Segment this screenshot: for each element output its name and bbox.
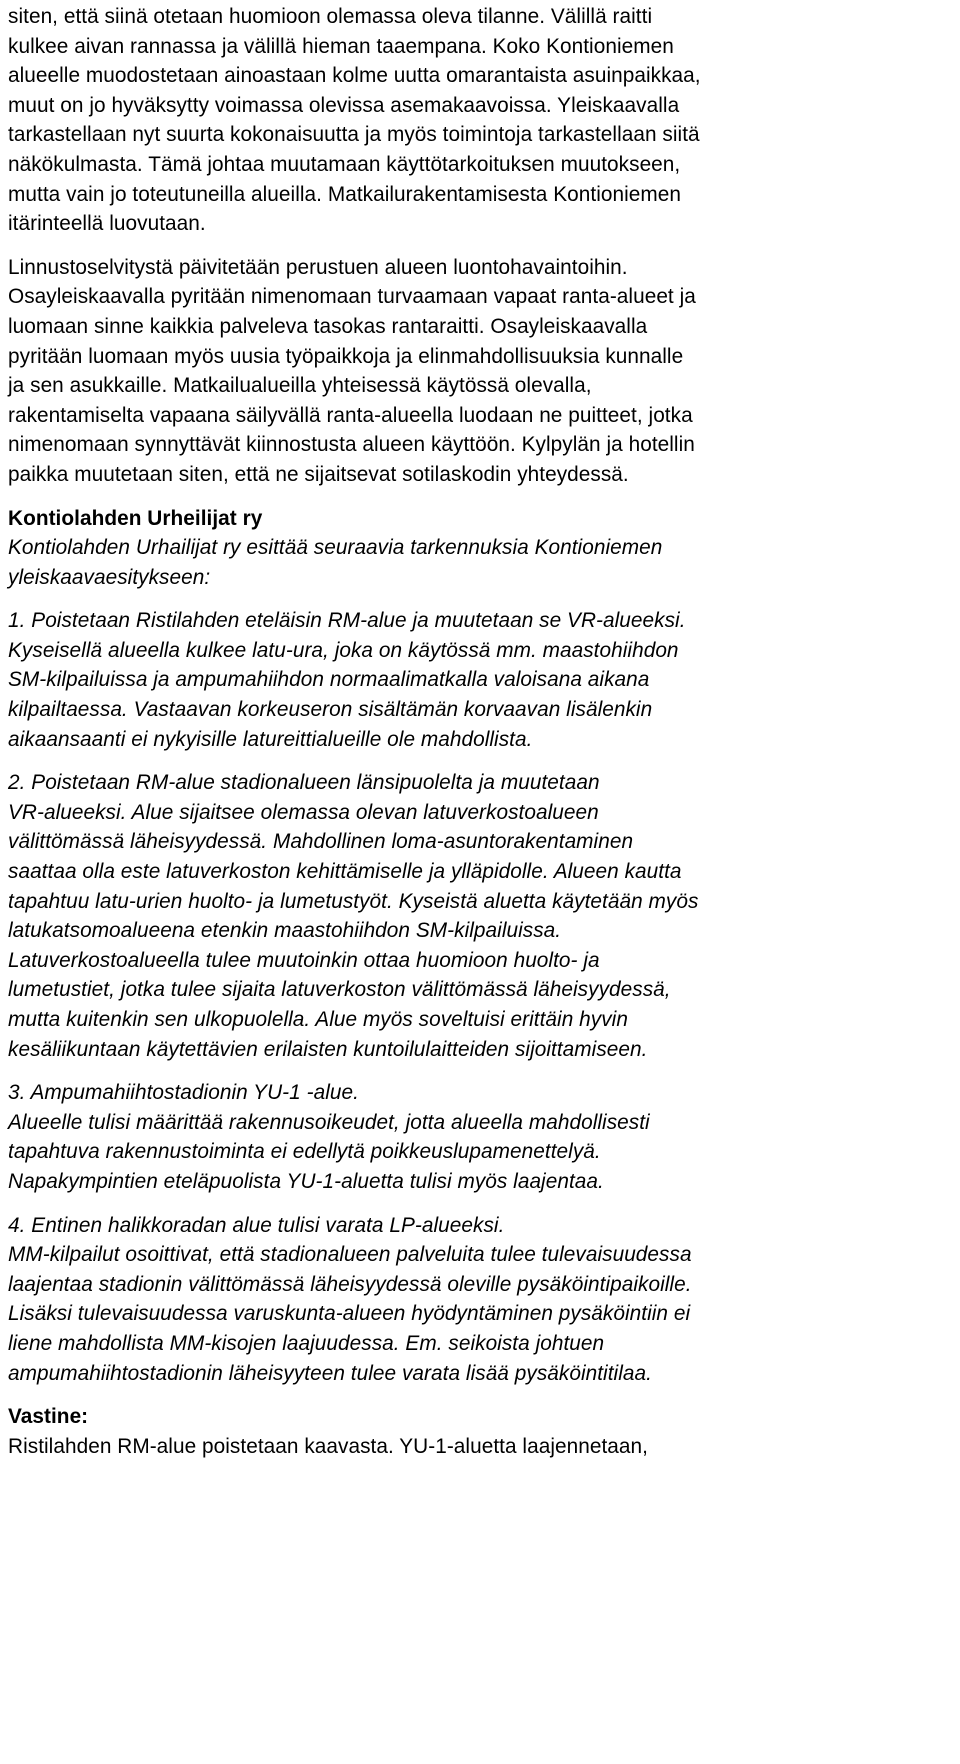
document-page: [8, 2, 952, 1475]
text-line: ja sen asukkaille. Matkailualueilla yhteisessä käytössä olevalla,: [8, 374, 592, 398]
text-line: latukatsomoalueena etenkin maastohiihdon SM-kilpailuissa.: [8, 919, 562, 943]
text-line: saattaa olla este latuverkoston kehittämiselle ja ylläpidolle. Alueen kautta: [8, 860, 682, 884]
intro-paragraph-2: [8, 253, 952, 490]
text-line: paikka muutetaan siten, että ne sijaitsevat sotilaskodin yhteydessä.: [8, 462, 629, 486]
text-line: nimenomaan synnyttävät kiinnostusta alueen käyttöön. Kylpylän ja hotellin: [8, 433, 695, 457]
response-block: [8, 1402, 952, 1461]
text-line: 3. Ampumahiihtostadionin YU-1 -alue.: [8, 1081, 359, 1105]
text-line: VR-alueeksi. Alue sijaitsee olemassa olevan latuverkostoalueen: [8, 800, 599, 824]
text-line: mutta kuitenkin sen ulkopuolella. Alue myös soveltuisi erittäin hyvin: [8, 1008, 628, 1031]
proposal-item-1: [8, 606, 952, 754]
text-line: Osayleiskaavalla pyritään nimenomaan turvaamaan vapaat ranta-alueet ja: [8, 285, 696, 309]
text-line: tarkastellaan nyt suurta kokonaisuutta ja myös toimintoja tarkastellaan siitä: [8, 123, 700, 147]
text-line: kilpailtaessa. Vastaavan korkeuseron sisältämän korvaavan lisälenkin: [8, 698, 653, 722]
section-kontiolahden-urheilijat: [8, 504, 952, 593]
text-line: alueelle muodostetaan ainoastaan kolme uutta omarantaista asuinpaikkaa,: [8, 64, 701, 88]
section-intro-line: Kontiolahden Urhailijat ry esittää seuraavia tarkennuksia Kontioniemen: [8, 536, 663, 560]
text-line: kulkee aivan rannassa ja välillä hieman taaempana. Koko Kontioniemen: [8, 34, 674, 58]
proposal-item-3: [8, 1078, 952, 1196]
text-line: siten, että siinä otetaan huomioon olemassa oleva tilanne. Välillä raitti: [8, 5, 653, 28]
text-line: rakentamiselta vapaana säilyvällä ranta-alueella luodaan ne puitteet, jotka: [8, 403, 693, 427]
text-line: välittömässä läheisyydessä. Mahdollinen loma-asuntorakentaminen: [8, 830, 634, 854]
text-line: Linnustoselvitystä päivitetään perustuen alueen luontohavaintoihin.: [8, 255, 628, 279]
section-heading: Kontiolahden Urheilijat ry: [8, 506, 263, 530]
response-text-line: Ristilahden RM-alue poistetaan kaavasta. YU-1-aluetta laajennetaan,: [8, 1434, 648, 1458]
text-line: Alueelle tulisi määrittää rakennusoikeudet, jotta alueella mahdollisesti: [8, 1110, 650, 1134]
text-line: MM-kilpailut osoittivat, että stadionalueen palveluita tulee tulevaisuudessa: [8, 1243, 692, 1267]
text-line: itärinteellä luovutaan.: [8, 212, 206, 236]
text-line: tapahtuu latu-urien huolto- ja lumetustyöt. Kyseistä aluetta käytetään myös: [8, 889, 699, 913]
section-intro-line: yleiskaavaesitykseen:: [8, 565, 211, 589]
text-line: aikaansaanti ei nykyisille latureittialueille ole mahdollista.: [8, 727, 533, 751]
text-line: 4. Entinen halikkoradan alue tulisi varata LP-alueeksi.: [8, 1213, 505, 1237]
proposal-item-2: [8, 768, 952, 1064]
text-line: pyritään luomaan myös uusia työpaikkoja ja elinmahdollisuuksia kunnalle: [8, 344, 684, 368]
text-line: muut on jo hyväksytty voimassa olevissa asemakaavoissa. Yleiskaavalla: [8, 93, 680, 117]
text-line: Lisäksi tulevaisuudessa varuskunta-alueen hyödyntäminen pysäköintiin ei: [8, 1302, 691, 1326]
response-heading: Vastine:: [8, 1405, 89, 1429]
text-line: 1. Poistetaan Ristilahden eteläisin RM-alue ja muutetaan se VR-alueeksi.: [8, 609, 686, 633]
text-line: lumetustiet, jotka tulee sijaita latuverkoston välittömässä läheisyydessä,: [8, 978, 671, 1002]
text-line: luomaan sinne kaikkia palveleva tasokas rantaraitti. Osayleiskaavalla: [8, 314, 648, 338]
text-line: tapahtuva rakennustoiminta ei edellytä poikkeuslupamenettelyä.: [8, 1140, 601, 1164]
text-line: 2. Poistetaan RM-alue stadionalueen länsipuolelta ja muutetaan: [8, 771, 600, 795]
text-line: Kyseisellä alueella kulkee latu-ura, joka on käytössä mm. maastohiihdon: [8, 638, 679, 662]
text-line: mutta vain jo toteutuneilla alueilla. Matkailurakentamisesta Kontioniemen: [8, 182, 681, 206]
text-line: laajentaa stadionin välittömässä läheisyydessä oleville pysäköintipaikoille.: [8, 1272, 692, 1296]
intro-paragraph-1: [8, 2, 952, 239]
text-line: näkökulmasta. Tämä johtaa muutamaan käyttötarkoituksen muutokseen,: [8, 152, 681, 176]
text-line: kesäliikuntaan käytettävien erilaisten kuntoilulaitteiden sijoittamiseen.: [8, 1037, 648, 1061]
text-line: liene mahdollista MM-kisojen laajuudessa. Em. seikoista johtuen: [8, 1331, 605, 1355]
text-line: Napakympintien eteläpuolista YU-1-aluetta tulisi myös laajentaa.: [8, 1169, 604, 1193]
proposal-item-4: [8, 1211, 952, 1389]
text-line: SM-kilpailuissa ja ampumahiihdon normaalimatkalla valoisana aikana: [8, 668, 650, 692]
text-line: Latuverkostoalueella tulee muutoinkin ottaa huomioon huolto- ja: [8, 948, 600, 972]
text-line: ampumahiihtostadionin läheisyyteen tulee varata lisää pysäköintitilaa.: [8, 1361, 652, 1385]
